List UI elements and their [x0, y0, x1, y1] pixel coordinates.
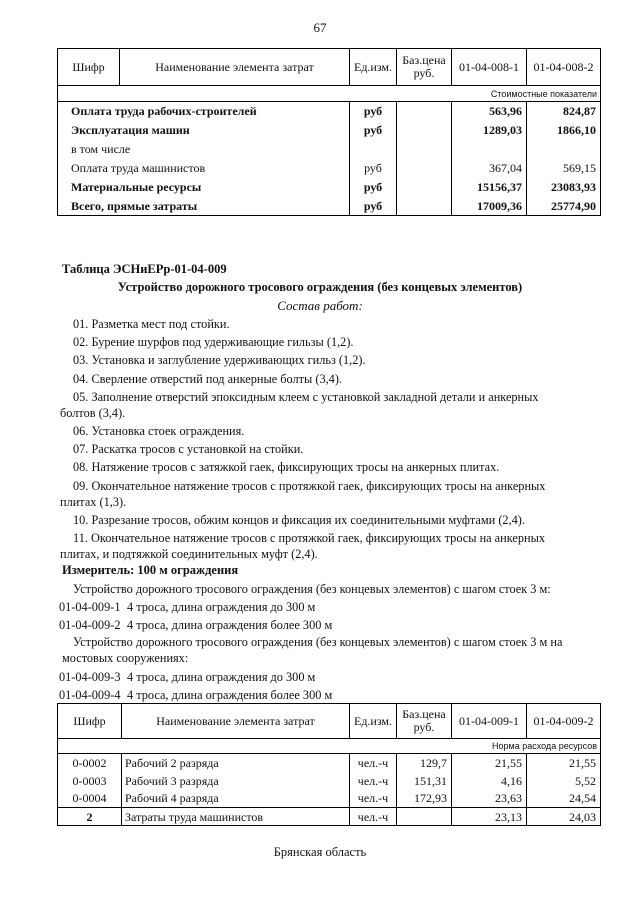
work-item: [73, 371, 578, 387]
row-name: в том числе: [58, 140, 350, 159]
row-value-1: 1289,03: [452, 121, 527, 140]
caption-row: [58, 86, 601, 102]
row-value-2: 24,54: [527, 790, 601, 808]
row-name: Оплата труда рабочих-строителей: [58, 102, 350, 121]
row-value-1: [452, 140, 527, 159]
table-row: [58, 178, 601, 197]
row-unit: руб: [350, 102, 397, 121]
page-number: 67: [313, 20, 327, 35]
work-item: [73, 423, 578, 439]
work-item: [60, 530, 578, 562]
header-col2: 01-04-009-2: [527, 704, 601, 739]
row-base-price: 151,31: [397, 772, 452, 790]
row-name: Рабочий 4 разряда: [122, 790, 350, 808]
row-unit: руб: [350, 178, 397, 197]
table-row: [58, 121, 601, 140]
row-code: 0-0004: [58, 790, 122, 808]
row-value-2: 21,55: [527, 754, 601, 772]
cost-indicators-table: [57, 48, 601, 102]
row-value-1: 21,55: [452, 754, 527, 772]
work-item-text: 03. Установка и заглубление удерживающих гильз (1,2).: [73, 353, 366, 368]
row-value-2: 23083,93: [527, 178, 601, 197]
row-base-price: 172,93: [397, 790, 452, 808]
row-value-2: 569,15: [527, 159, 601, 178]
work-item-text: 09. Окончательное натяжение тросов с протяжкой гаек, фиксирующих тросы на анкерных: [73, 478, 546, 493]
row-value-1: 15156,37: [452, 178, 527, 197]
table-title: Устройство дорожного тросового ограждения (без концевых элементов): [117, 280, 523, 294]
row-base-price: [397, 159, 452, 178]
variant-code: 01-04-009-1: [59, 600, 121, 614]
row-value-1: 23,63: [452, 790, 527, 808]
work-item: [73, 441, 578, 457]
variant-code: 01-04-009-2: [59, 618, 121, 632]
row-name: Рабочий 3 разряда: [122, 772, 350, 790]
table-header-row: [58, 704, 601, 739]
work-item: [60, 389, 578, 421]
variant-text: 4 троса, длина ограждения более 300 м: [127, 618, 333, 632]
row-name: Эксплуатация машин: [58, 121, 350, 140]
work-item-text: 06. Установка стоек ограждения.: [73, 423, 245, 438]
table-row: [58, 808, 601, 826]
variant-text: 4 троса, длина ограждения более 300 м: [127, 688, 333, 702]
work-item: [73, 459, 578, 475]
work-item: [73, 316, 578, 332]
work-item: [73, 334, 578, 350]
footer-region: Брянская область: [273, 845, 367, 859]
row-name: Материальные ресурсы: [58, 178, 350, 197]
group2-line2: мостовых сооружениях:: [62, 651, 189, 665]
header-base-price: Баз.цена руб.: [397, 49, 452, 86]
variant-code: 01-04-009-3: [59, 670, 121, 684]
header-name: Наименование элемента затрат: [122, 704, 350, 739]
row-code: 0-0002: [58, 754, 122, 772]
row-name: Рабочий 2 разряда: [122, 754, 350, 772]
work-item-continuation: плитах, и подтяжкой соединительных муфт (2,4).: [60, 546, 318, 561]
table-row: [58, 790, 601, 808]
row-value-2: [527, 140, 601, 159]
work-item-text: 08. Натяжение тросов с затяжкой гаек, фиксирующих тросы на анкерных плитах.: [73, 460, 500, 475]
work-item: [60, 478, 578, 510]
row-code: 2: [58, 808, 122, 826]
variant-text: 4 троса, длина ограждения до 300 м: [127, 600, 316, 614]
row-value-1: 563,96: [452, 102, 527, 121]
work-item-text: 07. Раскатка тросов с установкой на стойки.: [73, 442, 304, 457]
variant-row: [59, 599, 315, 615]
header-col1: 01-04-009-1: [452, 704, 527, 739]
row-unit: [350, 140, 397, 159]
resource-norms-table: [57, 703, 601, 826]
row-name: Затраты труда машинистов: [122, 808, 350, 826]
row-unit: чел.-ч: [350, 772, 397, 790]
row-base-price: [397, 197, 452, 216]
row-value-1: 17009,36: [452, 197, 527, 216]
row-base-price: [397, 178, 452, 197]
caption-row: [58, 739, 601, 754]
header-code: Шифр: [58, 704, 122, 739]
header-unit: Ед.изм.: [350, 704, 397, 739]
table-caption: Стоимостные показатели: [58, 86, 601, 102]
group1-description: Устройство дорожного тросового ограждения (без концевых элементов) с шагом стоек 3 м:: [73, 582, 551, 596]
work-item-text: 05. Заполнение отверстий эпоксидным клеем с установкой закладной детали и анкерных: [73, 389, 539, 404]
row-value-1: 4,16: [452, 772, 527, 790]
header-unit: Ед.изм.: [350, 49, 397, 86]
variant-code: 01-04-009-4: [59, 688, 121, 702]
variant-text: 4 троса, длина ограждения до 300 м: [127, 670, 316, 684]
row-unit: чел.-ч: [350, 754, 397, 772]
row-value-2: 24,03: [527, 808, 601, 826]
table-row: [58, 754, 601, 772]
row-base-price: [397, 140, 452, 159]
work-composition-heading: Состав работ:: [277, 298, 363, 313]
header-name: Наименование элемента затрат: [120, 49, 350, 86]
row-code: 0-0003: [58, 772, 122, 790]
variant-row: [59, 669, 315, 685]
row-name: Оплата труда машинистов: [58, 159, 350, 178]
group2-description: [62, 634, 593, 666]
table-header-row: [58, 49, 601, 86]
work-item-text: 10. Разрезание тросов, обжим концов и фиксация их соединительными муфтами (2,4).: [73, 512, 525, 527]
header-base-price: Баз.цена руб.: [397, 704, 452, 739]
row-value-2: 824,87: [527, 102, 601, 121]
work-item-continuation: плитах (1,3).: [60, 494, 127, 509]
variant-row: [59, 617, 332, 633]
row-value-2: 1866,10: [527, 121, 601, 140]
header-col1: 01-04-008-1: [452, 49, 527, 86]
work-item: [73, 512, 578, 528]
variant-row: [59, 687, 332, 703]
row-unit: руб: [350, 159, 397, 178]
row-value-1: 367,04: [452, 159, 527, 178]
row-base-price: [397, 102, 452, 121]
row-value-2: 25774,90: [527, 197, 601, 216]
header-col2: 01-04-008-2: [527, 49, 601, 86]
table-row: [58, 772, 601, 790]
cost-indicators-body: [57, 101, 601, 216]
work-item: [73, 352, 578, 368]
row-unit: чел.-ч: [350, 790, 397, 808]
table-row: [58, 197, 601, 216]
work-item-text: 02. Бурение шурфов под удерживающие гильзы (1,2).: [73, 335, 354, 350]
table-row: [58, 140, 601, 159]
work-composition-list: [60, 316, 578, 564]
row-base-price: [397, 808, 452, 826]
work-item-text: 11. Окончательное натяжение тросов с протяжкой гаек, фиксирующих тросы на анкерных: [73, 530, 545, 545]
row-value-1: 23,13: [452, 808, 527, 826]
table-id: Таблица ЭСНиЕРр-01-04-009: [62, 262, 227, 276]
measure-unit: Измеритель: 100 м ограждения: [62, 563, 239, 577]
row-unit: чел.-ч: [350, 808, 397, 826]
group2-line1: Устройство дорожного тросового ограждения (без концевых элементов) с шагом стоек 3 м на: [73, 635, 563, 649]
row-unit: руб: [350, 197, 397, 216]
work-item-text: 01. Разметка мест под стойки.: [73, 317, 230, 331]
work-item-continuation: болтов (3,4).: [60, 405, 126, 420]
table-row: [58, 159, 601, 178]
row-unit: руб: [350, 121, 397, 140]
row-base-price: [397, 121, 452, 140]
row-name: Всего, прямые затраты: [58, 197, 350, 216]
row-value-2: 5,52: [527, 772, 601, 790]
table-caption: Норма расхода ресурсов: [452, 739, 601, 754]
row-base-price: 129,7: [397, 754, 452, 772]
table-row: [58, 102, 601, 121]
work-item-text: 04. Сверление отверстий под анкерные болты (3,4).: [73, 371, 342, 386]
header-code: Шифр: [58, 49, 120, 86]
